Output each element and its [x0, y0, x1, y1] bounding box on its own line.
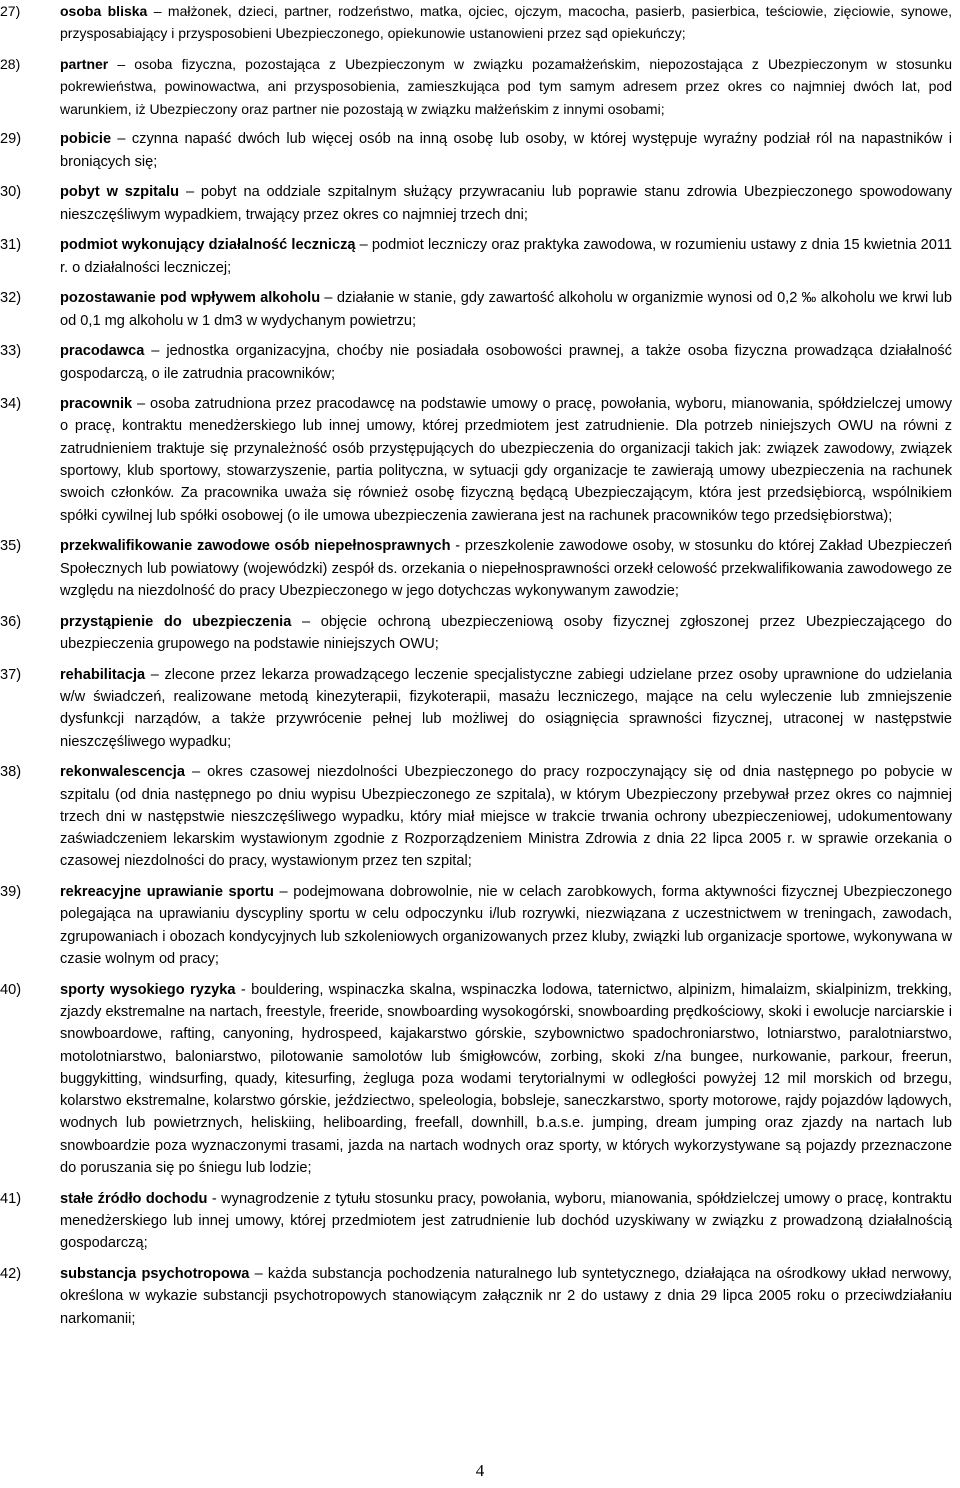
item-number: 27)	[0, 3, 21, 19]
item-number: 39)	[0, 884, 22, 901]
item-number: 40)	[0, 981, 22, 998]
definition-text: pobyt na oddziale szpitalnym służący przywracaniu lub poprawie stanu zdrowia Ubezpieczonego spowodowany nieszczęśliwym wypadkiem, trwający przez okres co najmniej trzech dni;	[60, 184, 952, 223]
definition-text: podmiot leczniczy oraz praktyka zawodowa, w rozumieniu ustawy z dnia 15 kwietnia 2011 r. o działalności leczniczej;	[60, 237, 952, 276]
term-separator: -	[450, 538, 465, 555]
term-separator: –	[111, 131, 132, 148]
definition-body	[60, 611, 952, 656]
item-number: 37)	[0, 666, 22, 683]
definition-text: podejmowana dobrowolnie, nie w celach zarobkowych, forma aktywności fizycznej Ubezpieczonego polegająca na uprawianiu dyscypliny sportu w celu odpoczynku i/lub rozrywki, niezwiązana z uczestnictwem w treningach, zawodach, zgrupowaniach i obozach kondycyjnych lub szkoleniowych organizowanych przez kluby, związki lub organizacje sportowe, wykonywana w czasie wolnym od pracy;	[60, 884, 953, 967]
definition-item-34	[0, 393, 952, 527]
definition-term: rekreacyjne uprawianie sportu	[60, 884, 274, 901]
item-number: 41)	[0, 1190, 22, 1207]
definition-term: pobicie	[60, 131, 112, 148]
item-number: 35)	[0, 538, 22, 555]
term-separator: -	[207, 1190, 222, 1207]
definition-item-29	[0, 128, 952, 173]
item-number: 32)	[0, 290, 22, 307]
definition-body	[60, 128, 952, 173]
definition-body	[60, 0, 952, 45]
definition-term: przekwalifikowanie zawodowe osób niepełnosprawnych	[60, 538, 451, 555]
term-separator: –	[320, 290, 337, 307]
definition-item-39	[0, 881, 952, 970]
definition-body	[60, 1263, 952, 1330]
definition-term: substancja psychotropowa	[60, 1266, 250, 1282]
definition-item-32	[0, 287, 952, 332]
definition-text: działanie w stanie, gdy zawartość alkoholu w organizmie wynosi od 0,2 ‰ alkoholu we krwi lub od 0,1 mg alkoholu w 1 dm3 w wydychanym powietrzu;	[60, 290, 952, 329]
term-separator: –	[147, 3, 168, 19]
definition-term: pracownik	[60, 396, 133, 413]
item-number: 31)	[0, 237, 22, 254]
definition-text: objęcie ochroną ubezpieczeniową osoby fizycznej zgłoszonej przez Ubezpieczającego do ubezpieczenia grupowego na podstawie niniejszych OWU;	[60, 613, 953, 652]
definition-text: każda substancja pochodzenia naturalnego lub syntetycznego, działająca na ośrodkowy układ nerwowy, określona w wykazie substancji psychotropowych stanowiącym załącznik nr 2 do ustawy z dnia 29 lipca 2005 roku o przeciwdziałaniu narkomanii;	[60, 1266, 952, 1327]
definition-body	[60, 761, 952, 872]
definition-text: czynna napaść dwóch lub więcej osób na inną osobę lub osoby, w której występuje wyraźny podział ról na napastników i broniących się;	[60, 131, 952, 170]
definition-body	[60, 1188, 952, 1255]
definition-item-41	[0, 1188, 952, 1255]
definition-term: pracodawca	[60, 343, 145, 360]
definition-text: małżonek, dzieci, partner, rodzeństwo, matka, ojciec, ojczym, macocha, pasierb, pasierbica, teściowie, zięciowie, synowe, przysposabiający i przysposobieni Ubezpieczonego, opiekunowie ustanowieni przez sąd opiekuńczy;	[60, 3, 952, 42]
definition-term: stałe źródło dochodu	[60, 1190, 208, 1207]
definition-term: przystąpienie do ubezpieczenia	[60, 613, 292, 630]
definition-item-36	[0, 611, 952, 656]
definition-body	[60, 340, 952, 385]
definition-body	[60, 53, 952, 120]
definition-item-28	[0, 53, 952, 120]
item-number: 42)	[0, 1266, 22, 1282]
definition-text: bouldering, wspinaczka skalna, wspinaczka lodowa, taternictwo, alpinizm, himalaizm, skialpinizm, trekking, zjazdy ekstremalne na nartach, freestyle, freeride, snowboarding wysokogórski, snowboarding prędkościowy, skoki i ewolucje narciarskie i snowboardowe, rafting, canyoning, hydrospeed, kajakarstwo górskie, szybownictwo spadochroniarstwo, lotniarstwo, paralotniarstwo, motolotniarstwo, baloniarstwo, pilotowanie samolotów lub śmigłowców, zorbing, skoki z/na bungee, nurkowanie, parkour, freerun, buggykitting, windsurfing, quady, kitesurfing, żegluga poza wodami terytorialnymi w odległości powyżej 12 mil morskich od brzegu, kolarstwo ekstremalne, kolarstwo górskie, jeździectwo, speleologia, bobsleje, saneczkarstwo, sporty motorowe, rajdy pojazdów lądowych, wodnych lub powietrznych, heliskiing, heliboarding, freefall, downhill, b.a.s.e. jumping, dream jumping oraz zjazdy na nartach lub snowboardzie poza wyznaczonymi trasami, jazda na nartach wodnych oraz sporty, w których wykorzystywane są pojazdy przeznaczone do poruszania się po śniegu lub lodzie;	[60, 981, 952, 1177]
term-separator: –	[273, 884, 294, 901]
definition-body	[60, 535, 952, 602]
item-number: 29)	[0, 131, 22, 148]
definition-term: osoba bliska	[60, 3, 148, 19]
definition-item-31	[0, 234, 952, 279]
definition-body	[60, 664, 952, 753]
definition-term: partner	[60, 55, 109, 72]
definition-body	[60, 287, 952, 332]
item-number: 34)	[0, 396, 22, 413]
definition-term: podmiot wykonujący działalność leczniczą	[60, 237, 356, 254]
definition-body	[60, 181, 952, 226]
definition-item-33	[0, 340, 952, 385]
term-separator: –	[145, 666, 165, 683]
term-separator: -	[235, 981, 252, 998]
definition-body	[60, 234, 952, 279]
definition-body	[60, 979, 952, 1180]
term-separator: –	[355, 237, 372, 254]
item-number: 33)	[0, 343, 22, 360]
term-separator: –	[132, 396, 150, 413]
definition-term: rekonwalescencja	[60, 764, 185, 781]
definition-term: pobyt w szpitalu	[60, 184, 180, 201]
term-separator: –	[184, 764, 208, 781]
item-number: 28)	[0, 55, 21, 72]
definition-term: pozostawanie pod wpływem alkoholu	[60, 290, 321, 307]
item-number: 30)	[0, 184, 22, 201]
definition-term: rehabilitacja	[60, 666, 146, 683]
definition-body	[60, 881, 952, 970]
definition-text: zlecone przez lekarza prowadzącego leczenie specjalistyczne zabiegi udzielane przez osoby uprawnione do udzielania w/w świadczeń, realizowane metodą kinezyterapii, fizykoterapii, masażu leczniczego, mające na celu wyleczenie lub zmniejszenie dysfunkcji narządów, a także przywrócenie pełnej lub możliwej do osiągnięcia sprawności fizycznej, utraconej w następstwie nieszczęśliwego wypadku;	[60, 666, 952, 750]
definition-text: jednostka organizacyjna, choćby nie posiadała osobowości prawnej, a także osoba fizyczna prowadząca działalność gospodarczą, o ile zatrudnia pracowników;	[60, 343, 952, 382]
definition-item-38	[0, 761, 952, 872]
definition-item-42	[0, 1263, 952, 1330]
definition-item-30	[0, 181, 952, 226]
definition-item-40	[0, 979, 952, 1180]
term-separator: –	[291, 613, 321, 630]
definition-item-37	[0, 664, 952, 753]
page-number: 4	[475, 1461, 485, 1480]
definition-text: okres czasowej niezdolności Ubezpieczonego do pracy rozpoczynający się od dnia następnego po pobycie w szpitalu (od dnia następnego po dniu wypisu Ubezpieczonego ze szpitala), w którym Ubezpieczony przebywał przez okres co najmniej trzech dni w następstwie nieszczęśliwego wypadku, który miał miejsce w trakcie trwania ochrony ubezpieczeniowej, udokumentowany zaświadczeniem lekarskim wystawionym zgodnie z Rozporządzeniem Ministra Zdrowia z dnia 22 lipca 2005 r. w sprawie orzekania o czasowej niezdolności do pracy, wystawionym przez ten szpital;	[60, 764, 952, 870]
definition-text: przeszkolenie zawodowe osoby, w stosunku do której Zakład Ubezpieczeń Społecznych lub powiatowy (wojewódzki) zespół ds. orzekania o niepełnosprawności orzekł celowość przekwalifikowania zawodowego ze względu na niezdolność do pracy Ubezpieczonego w jego dotychczas wykonywanym zawodzie;	[60, 538, 952, 599]
term-separator: –	[179, 184, 201, 201]
definition-term: sporty wysokiego ryzyka	[60, 981, 236, 998]
definition-item-35	[0, 535, 952, 602]
definition-text: osoba zatrudniona przez pracodawcę na podstawie umowy o pracę, powołania, wyboru, mianowania, spółdzielczej umowy o pracę, kontraktu menedżerskiego lub innej umowy, której przedmiotem jest zatrudnienie. Dla potrzeb niniejszych OWU na równi z zatrudnieniem traktuje się przynależność osób przystępujących do ubezpieczenia do organizacji takich jak: związek zawodowy, związek sportowy, klub sportowy, stowarzyszenie, partia polityczna, w sytuacji gdy organizacje te zawierają umowy ubezpieczenia na rachunek swoich członków. Za pracownika uważa się również osobę fizyczną będącą Ubezpieczającym, która jest przedsiębiorcą, wspólnikiem spółki cywilnej lub spółki osobowej (o ile umowa ubezpieczenia zawierana jest na rachunek pracowników tego przedsiębiorstwa);	[60, 396, 952, 524]
definition-text: wynagrodzenie z tytułu stosunku pracy, powołania, wyboru, mianowania, spółdzielczej umowy o pracę, kontraktu menedżerskiego lub innej umowy, której przedmiotem jest zatrudnienie lub dochód uzyskiwany w związku z prowadzoną działalnością gospodarczą;	[60, 1190, 952, 1252]
term-separator: –	[249, 1266, 268, 1282]
definition-text: osoba fizyczna, pozostająca z Ubezpieczonym w związku pozamałżeńskim, niepozostająca z Ubezpieczonym w stosunku pokrewieństwa, powinowactwa, ani przysposobienia, zamieszkująca pod tym samym adresem przez okres co najmniej dwóch lat, pod warunkiem, iż Ubezpieczony oraz partner nie pozostają w związku małżeńskim z innymi osobami;	[60, 55, 952, 117]
term-separator: –	[144, 343, 167, 360]
definition-item-27	[0, 0, 952, 45]
definition-body	[60, 393, 952, 527]
term-separator: –	[108, 55, 135, 72]
item-number: 38)	[0, 764, 22, 781]
item-number: 36)	[0, 613, 22, 630]
